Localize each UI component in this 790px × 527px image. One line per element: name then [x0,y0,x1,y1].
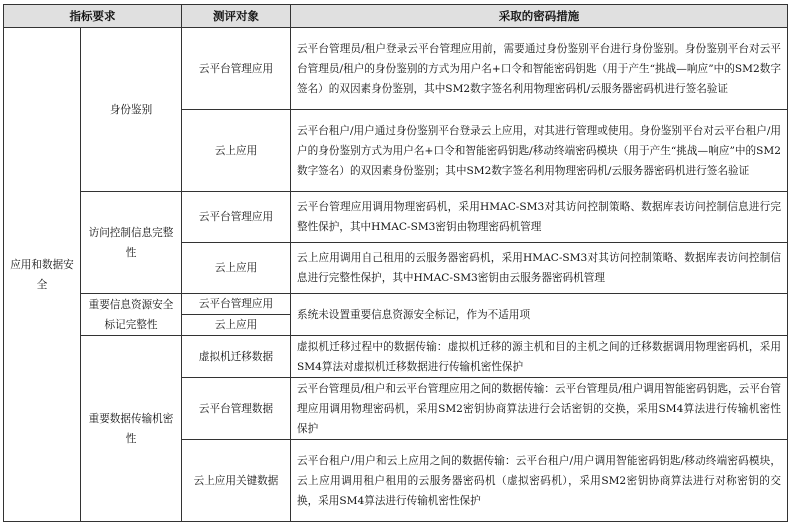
requirement-cell: 重要信息资源安全标记完整性 [81,294,182,336]
object-cell: 云平台管理应用 [182,28,291,110]
object-cell: 云平台管理应用 [182,294,291,315]
table-header-row [4,5,788,28]
measure-cell: 云平台管理应用调用物理密码机，采用HMAC-SM3对其访问控制策略、数据库表访问控制信息进行完整性保护，其中HMAC-SM3密钥由物理密码机管理 [291,192,788,243]
object-cell: 云平台管理数据 [182,378,291,440]
header-indicator-requirement: 指标要求 [4,5,182,28]
object-cell: 云上应用 [182,243,291,294]
object-cell: 云平台管理应用 [182,192,291,243]
measure-cell: 系统未设置重要信息资源安全标记，作为不适用项 [291,294,788,336]
requirement-cell: 身份鉴别 [81,28,182,192]
measure-cell: 云平台租户/用户和云上应用之间的数据传输：云平台租户/用户调用智能密码钥匙/移动终端密码模块，云上应用调用租户租用的云服务器密码机（虚拟密码机），采用SM2密钥协商算法进行对称密钥的交换，采用SM4算法进行传输机密性保护 [291,440,788,522]
requirement-cell: 访问控制信息完整性 [81,192,182,294]
table-row [4,28,788,110]
object-cell: 云上应用关键数据 [182,440,291,522]
crypto-measures-table [3,4,788,522]
measure-cell: 虚拟机迁移过程中的数据传输：虚拟机迁移的源主机和目的主机之间的迁移数据调用物理密码机，采用SM4算法对虚拟机迁移数据进行传输机密性保护 [291,336,788,378]
measure-cell: 云平台租户/用户通过身份鉴别平台登录云上应用，对其进行管理或使用。身份鉴别平台对云平台租户/用户的身份鉴别方式为用户名+口令和智能密码钥匙/移动终端密码模块（用于产生“挑战—响应”中的SM2数字签名）的双因素身份鉴别；其中SM2数字签名利用物理密码机/云服务器密码机进行签名验证 [291,110,788,192]
table-row [4,294,788,315]
object-cell: 虚拟机迁移数据 [182,336,291,378]
header-evaluation-object: 测评对象 [182,5,291,28]
table-row [4,192,788,243]
table-row [4,336,788,378]
requirement-cell: 重要数据传输机密性 [81,336,182,522]
measure-cell: 云平台管理员/租户和云平台管理应用之间的数据传输：云平台管理员/租户调用智能密码钥匙，云平台管理应用调用物理密码机，采用SM2密钥协商算法进行会话密钥的交换，采用SM4算法进行传输机密性保护 [291,378,788,440]
category-cell: 应用和数据安全 [4,28,81,522]
measure-cell: 云平台管理员/租户登录云平台管理应用前，需要通过身份鉴别平台进行身份鉴别。身份鉴别平台对云平台管理员/租户的身份鉴别的方式为用户名+口令和智能密码钥匙（用于产生“挑战—响应”中的SM2数字签名）的双因素身份鉴别，其中SM2数字签名利用物理密码机/云服务器密码机进行签名验证 [291,28,788,110]
object-cell: 云上应用 [182,315,291,336]
object-cell: 云上应用 [182,110,291,192]
measure-cell: 云上应用调用自己租用的云服务器密码机，采用HMAC-SM3对其访问控制策略、数据库表访问控制信息进行完整性保护，其中HMAC-SM3密钥由云服务器密码机管理 [291,243,788,294]
header-crypto-measures: 采取的密码措施 [291,5,788,28]
